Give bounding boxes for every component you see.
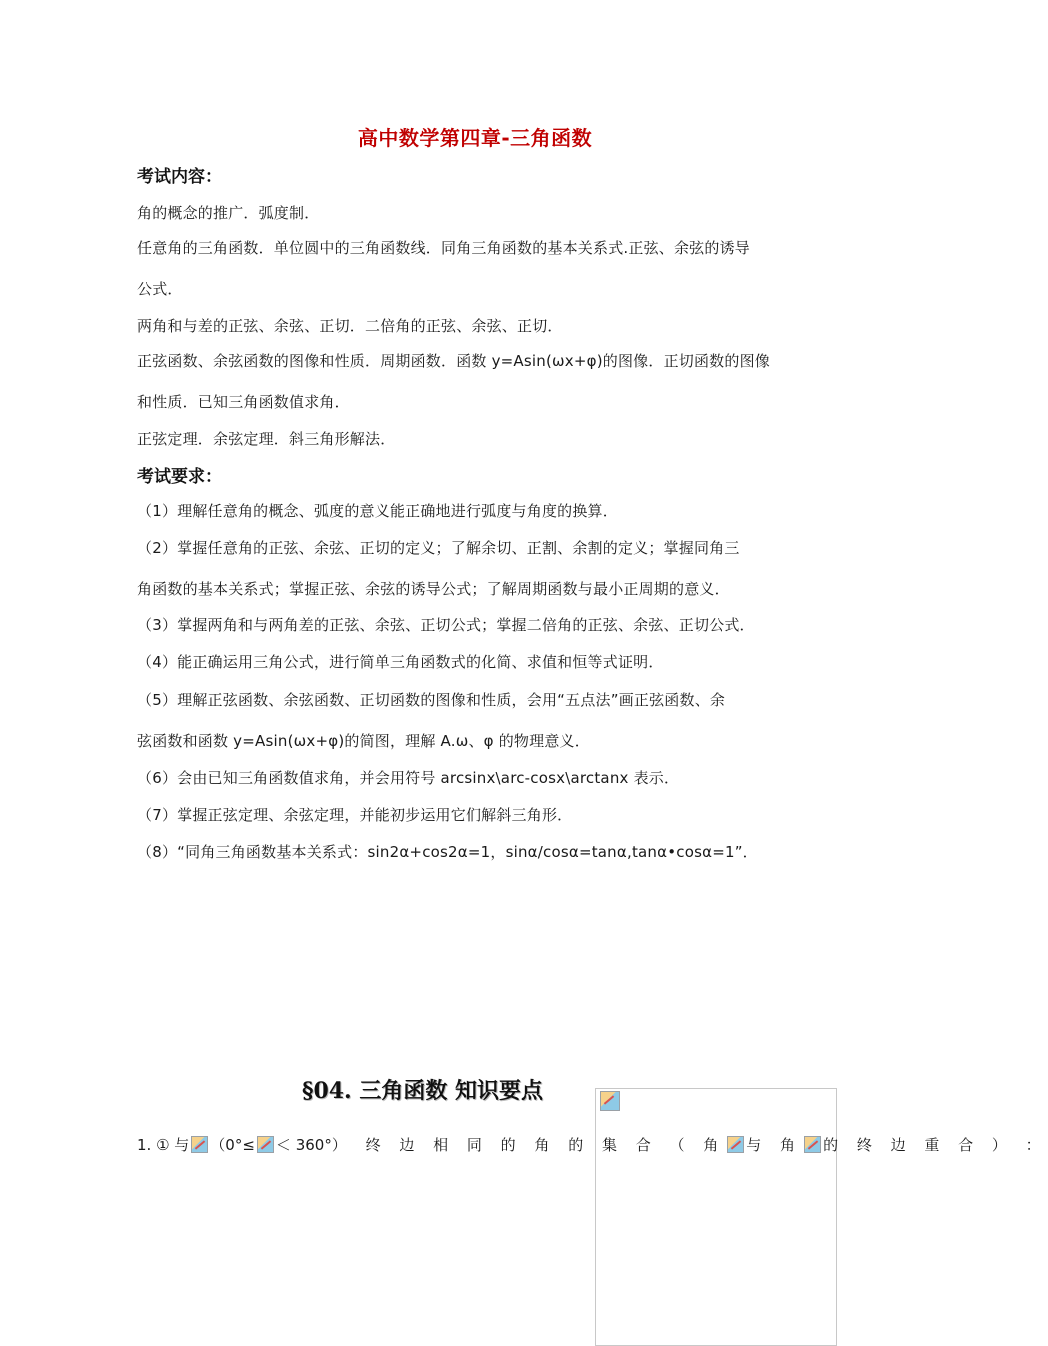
broken-image-icon	[257, 1136, 274, 1153]
exam-content-line: 角的概念的推广．弧度制．	[137, 204, 320, 222]
exam-content-line: 和性质．已知三角函数值求角．	[137, 393, 350, 411]
requirement-line: （4）能正确运用三角公式，进行简单三角函数式的化简、求值和恒等式证明．	[137, 653, 664, 671]
exam-content-line: 任意角的三角函数．单位圆中的三角函数线．同角三角函数的基本关系式.正弦、余弦的诱导	[137, 239, 750, 257]
item-number: 1. ① 与	[137, 1136, 190, 1154]
exam-content-line: 正弦定理．余弦定理．斜三角形解法．	[137, 430, 396, 448]
requirement-line: （1）理解任意角的概念、弧度的意义能正确地进行弧度与角度的换算．	[137, 502, 618, 520]
requirement-line: （8）“同角三角函数基本关系式：sin2α+cos2α=1，sinα/cosα=tanα,tanα•cosα=1”．	[137, 843, 758, 861]
requirement-line: （3）掌握两角和与两角差的正弦、余弦、正切公式；掌握二倍角的正弦、余弦、正切公式．	[137, 616, 755, 634]
requirement-line: （2）掌握任意角的正弦、余弦、正切的定义；了解余切、正割、余割的定义；掌握同角三	[137, 539, 740, 557]
broken-image-icon	[191, 1136, 208, 1153]
item-text: （0°≤	[210, 1136, 255, 1154]
exam-content-line: 公式．	[137, 280, 183, 298]
broken-image-icon	[727, 1136, 744, 1153]
requirement-line: （7）掌握正弦定理、余弦定理，并能初步运用它们解斜三角形．	[137, 806, 573, 824]
exam-content-heading: 考试内容：	[137, 167, 222, 187]
exam-content-line: 正弦函数、余弦函数的图像和性质．周期函数．函数 y=Asin(ωx+φ)的图像．正切函数的图像	[137, 352, 770, 370]
requirement-line: 角函数的基本关系式；掌握正弦、余弦的诱导公式；了解周期函数与最小正周期的意义．	[137, 580, 730, 598]
exam-content-line: 两角和与差的正弦、余弦、正切．二倍角的正弦、余弦、正切．	[137, 317, 563, 335]
requirement-line: （5）理解正弦函数、余弦函数、正切函数的图像和性质，会用“五点法”画正弦函数、余	[137, 691, 726, 709]
image-placeholder-frame	[595, 1088, 837, 1346]
item-text: 的 终 边 重 合 ） ：	[823, 1136, 1048, 1154]
broken-image-icon	[600, 1091, 620, 1111]
document-title: 高中数学第四章-三角函数	[357, 126, 593, 150]
item-text: 与 角	[746, 1136, 803, 1154]
item-text: ） 终 边 相 同 的 角 的 集 合 （ 角	[331, 1136, 726, 1154]
exam-requirements-heading: 考试要求：	[137, 467, 222, 487]
section-title: §04. 三角函数 知识要点	[301, 1078, 544, 1104]
knowledge-item-1	[137, 1134, 1048, 1155]
item-text: ＜ 360°	[275, 1136, 332, 1154]
requirement-line: 弦函数和函数 y=Asin(ωx+φ)的简图，理解 A.ω、φ 的物理意义．	[137, 732, 590, 750]
requirement-line: （6）会由已知三角函数值求角，并会用符号 arcsinx\arc-cosx\arctanx 表示．	[137, 769, 680, 787]
broken-image-icon	[804, 1136, 821, 1153]
